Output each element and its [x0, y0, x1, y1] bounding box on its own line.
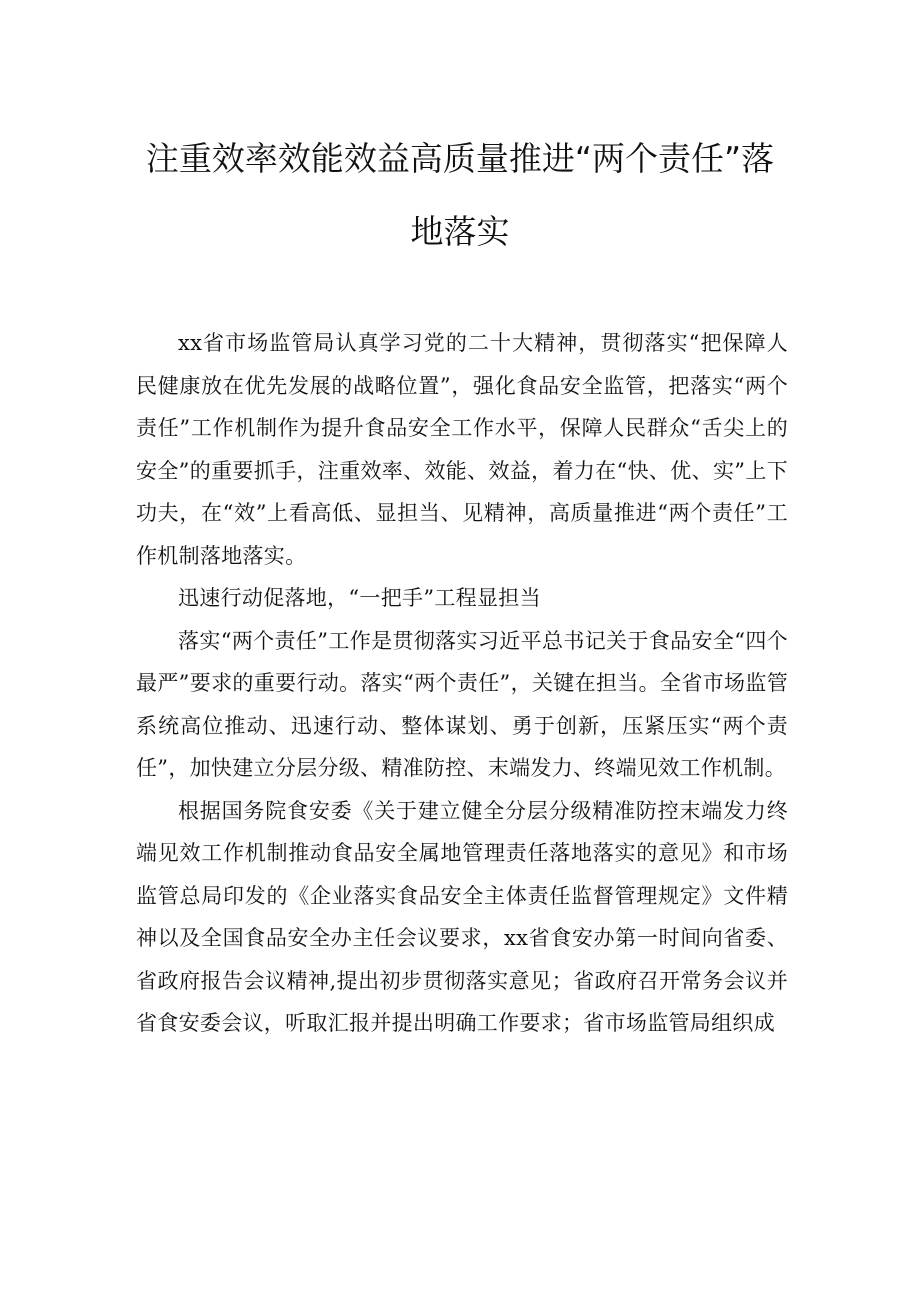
document-title-line-1: 注重效率效能效益高质量推进“两个责任”落: [145, 139, 775, 178]
section-heading: 迅速行动促落地，“一把手”工程显担当: [178, 586, 541, 610]
body-paragraph-3: 根据国务院食安委《关于建立健全分层分级精准防控末端发力终端见效工作机制推动食品安全属地管理责任落地落实的意见》和市场监管总局印发的《企业落实食品安全主体责任监督管理规定》文件精神以及全国食品安全办主任会议要求，xx省食安办第一时间向省委、省政府报告会议精神,提出初步贯彻落实意见；省政府召开常务会议并省食安委会议，听取汇报并提出明确工作要求；省市场监管局组织成: [136, 798, 788, 1035]
body-paragraph-intro: xx省市场监管局认真学习党的二十大精神，贯彻落实“把保障人民健康放在优先发展的战略位置”，强化食品安全监管，把落实“两个责任”工作机制作为提升食品安全工作水平，保障人民群众“舌尖上的安全”的重要抓手，注重效率、效能、效益，着力在“快、优、实”上下功夫，在“效”上看高低、显担当、见精神，高质量推进“两个责任”工作机制落地落实。: [136, 331, 788, 568]
document-title-line-2: 地落实: [410, 212, 510, 251]
document-body: [136, 322, 788, 1045]
body-paragraph-2: 落实“两个责任”工作是贯彻落实习近平总书记关于食品安全“四个最严”要求的重要行动。落实“两个责任”，关键在担当。全省市场监管系统高位推动、迅速行动、整体谋划、勇于创新，压紧压实“两个责任”，加快建立分层分级、精准防控、末端发力、终端见效工作机制。: [136, 628, 788, 780]
